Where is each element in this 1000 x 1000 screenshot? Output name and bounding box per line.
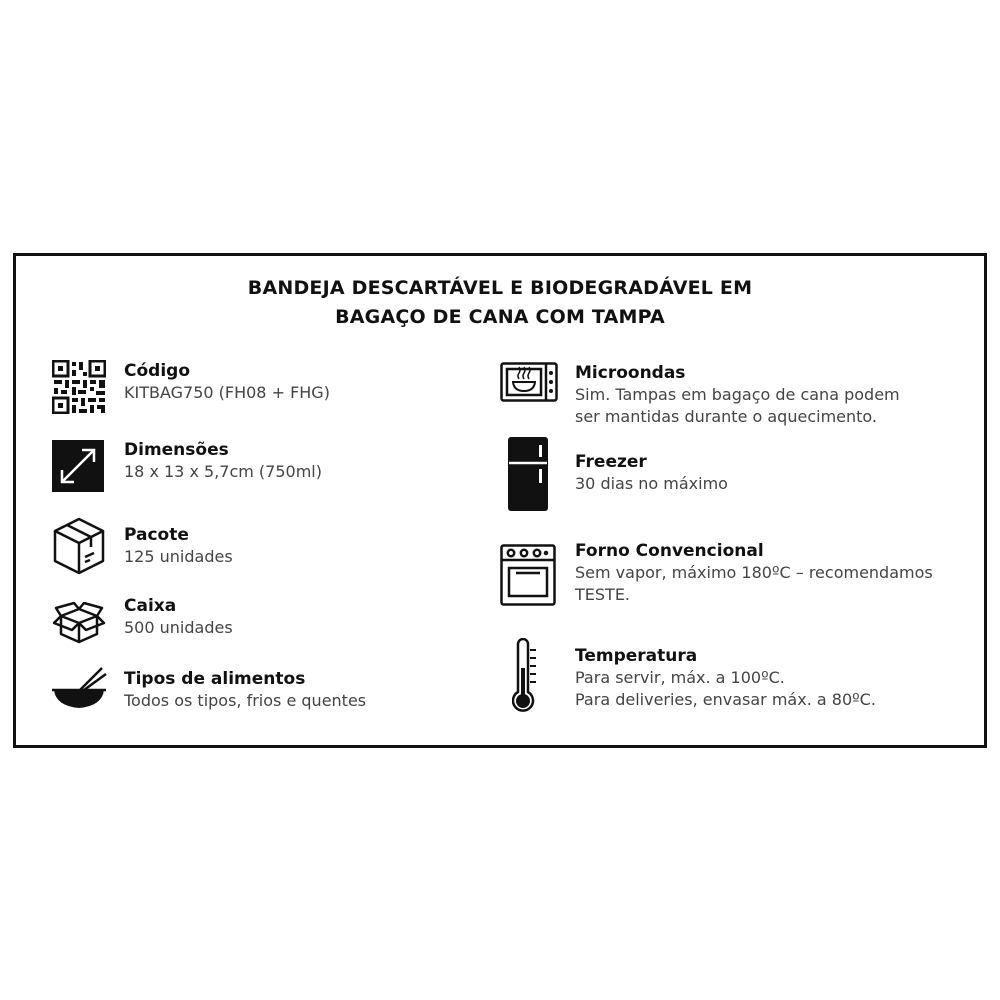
product-title [16,274,984,332]
temperatura-label: Temperatura [575,646,698,666]
alimentos-label: Tipos de alimentos [124,669,306,689]
codigo-value: KITBAG750 (FH08 + FHG) [124,383,330,402]
caixa-value: 500 unidades [124,618,233,637]
product-spec-card [13,253,987,748]
temperatura-value-line-2: Para deliveries, envasar máx. a 80ºC. [575,690,876,709]
freezer-value: 30 dias no máximo [575,474,728,493]
microwave-icon [500,362,558,402]
package-box-icon [52,516,106,576]
forno-value-line-2: TESTE. [575,585,631,604]
pacote-label: Pacote [124,525,189,545]
resize-arrows-icon [52,440,104,492]
forno-value-line-1: Sem vapor, máximo 180ºC – recomendamos [575,563,933,582]
dimensoes-label: Dimensões [124,440,229,460]
microondas-label: Microondas [575,363,686,383]
freezer-label: Freezer [575,452,647,472]
refrigerator-icon [508,437,548,511]
temperatura-value-line-1: Para servir, máx. a 100ºC. [575,668,785,687]
product-title-line-1: BANDEJA DESCARTÁVEL E BIODEGRADÁVEL EM [247,277,753,299]
microondas-value-line-1: Sim. Tampas em bagaço de cana podem [575,385,900,404]
product-title-line-2: BAGAÇO DE CANA COM TAMPA [335,306,665,328]
alimentos-value: Todos os tipos, frios e quentes [124,691,367,710]
open-box-icon [52,602,106,644]
thermometer-icon [512,638,542,716]
forno-label: Forno Convencional [575,541,764,561]
dimensoes-value: 18 x 13 x 5,7cm (750ml) [124,462,322,481]
microondas-value-line-2: ser mantidas durante o aquecimento. [575,407,877,426]
qr-code-icon [52,360,106,414]
caixa-label: Caixa [124,596,177,616]
codigo-label: Código [124,361,190,381]
pacote-value: 125 unidades [124,547,233,566]
bowl-chopsticks-icon [52,666,108,710]
oven-icon [500,544,556,606]
